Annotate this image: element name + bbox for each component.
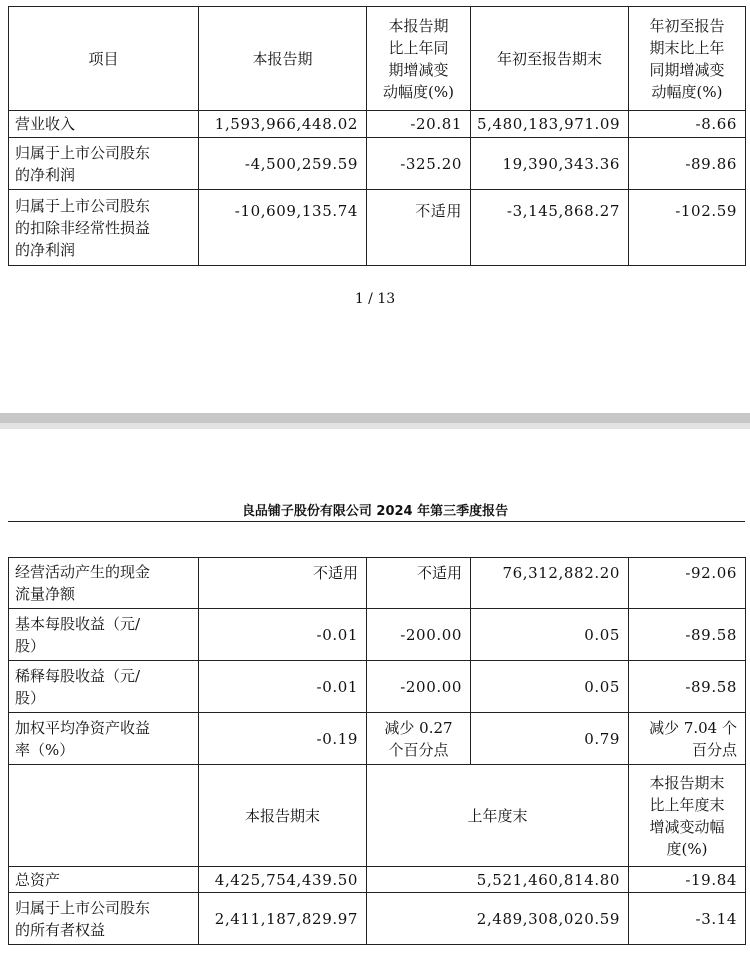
cell-ytd: -3,145,868.27	[471, 190, 629, 266]
cell-ytd-change: -89.86	[629, 138, 746, 190]
table-row	[9, 867, 746, 893]
row-label: 基本每股收益（元/ 股）	[9, 609, 199, 661]
table-row	[9, 713, 746, 765]
row-label: 总资产	[9, 867, 199, 893]
cell-prior-year-end: 2,489,308,020.59	[367, 893, 629, 945]
header-blank	[9, 765, 199, 867]
cell-ytd: 0.79	[471, 713, 629, 765]
row-label: 归属于上市公司股东 的扣除非经常性损益 的净利润	[9, 190, 199, 266]
cell-ytd-change: -92.06	[629, 558, 746, 609]
cell-ytd-change: -89.58	[629, 609, 746, 661]
header-prior-year-end: 上年度末	[367, 765, 629, 867]
period-end-header-row	[9, 765, 746, 867]
row-label: 归属于上市公司股东 的所有者权益	[9, 893, 199, 945]
cell-current: -0.19	[199, 713, 367, 765]
cell-current: 不适用	[199, 558, 367, 609]
header-current-change: 本报告期 比上年同 期增减变 动幅度(%)	[367, 7, 471, 111]
cell-current-change: 减少 0.27 个百分点	[367, 713, 471, 765]
header-period-end-change: 本报告期末 比上年度末 增减变动幅 度(%)	[629, 765, 746, 867]
table-row	[9, 893, 746, 945]
header-item: 项目	[9, 7, 199, 111]
cell-current-change: -200.00	[367, 661, 471, 713]
cell-change: -19.84	[629, 867, 746, 893]
row-label: 归属于上市公司股东 的净利润	[9, 138, 199, 190]
header-current-period-end: 本报告期末	[199, 765, 367, 867]
table-row	[9, 111, 746, 138]
cell-ytd: 0.05	[471, 609, 629, 661]
page-break-divider	[0, 413, 750, 429]
cell-current-change: -325.20	[367, 138, 471, 190]
cell-current: -0.01	[199, 661, 367, 713]
cell-current-end: 2,411,187,829.97	[199, 893, 367, 945]
cell-current: -0.01	[199, 609, 367, 661]
cell-current: 1,593,966,448.02	[199, 111, 367, 138]
page-number: 1 / 13	[354, 291, 396, 307]
financial-summary-table-top	[8, 6, 746, 266]
table-row	[9, 661, 746, 713]
document-running-header: 良品铺子股份有限公司 2024 年第三季度报告	[241, 504, 509, 519]
row-label: 加权平均净资产收益 率（%）	[9, 713, 199, 765]
cell-current-change: 不适用	[367, 558, 471, 609]
financial-summary-table-bottom	[8, 557, 746, 945]
cell-ytd-change: -8.66	[629, 111, 746, 138]
header-ytd: 年初至报告期末	[471, 7, 629, 111]
cell-ytd: 5,480,183,971.09	[471, 111, 629, 138]
cell-ytd: 76,312,882.20	[471, 558, 629, 609]
cell-current-change: 不适用	[367, 190, 471, 266]
table-row	[9, 558, 746, 609]
cell-ytd: 0.05	[471, 661, 629, 713]
header-current-period: 本报告期	[199, 7, 367, 111]
cell-current: -4,500,259.59	[199, 138, 367, 190]
row-label: 营业收入	[9, 111, 199, 138]
cell-ytd-change: -102.59	[629, 190, 746, 266]
row-label: 稀释每股收益（元/ 股）	[9, 661, 199, 713]
cell-prior-year-end: 5,521,460,814.80	[367, 867, 629, 893]
cell-ytd: 19,390,343.36	[471, 138, 629, 190]
cell-current-change: -20.81	[367, 111, 471, 138]
cell-current-end: 4,425,754,439.50	[199, 867, 367, 893]
row-label: 经营活动产生的现金 流量净额	[9, 558, 199, 609]
header-rule	[8, 521, 745, 522]
cell-current: -10,609,135.74	[199, 190, 367, 266]
cell-ytd-change: -89.58	[629, 661, 746, 713]
cell-change: -3.14	[629, 893, 746, 945]
cell-current-change: -200.00	[367, 609, 471, 661]
table-row	[9, 138, 746, 190]
header-ytd-change: 年初至报告 期末比上年 同期增减变 动幅度(%)	[629, 7, 746, 111]
table-row	[9, 609, 746, 661]
table-row	[9, 190, 746, 266]
table-header-row	[9, 7, 746, 111]
cell-ytd-change: 减少 7.04 个 百分点	[629, 713, 746, 765]
